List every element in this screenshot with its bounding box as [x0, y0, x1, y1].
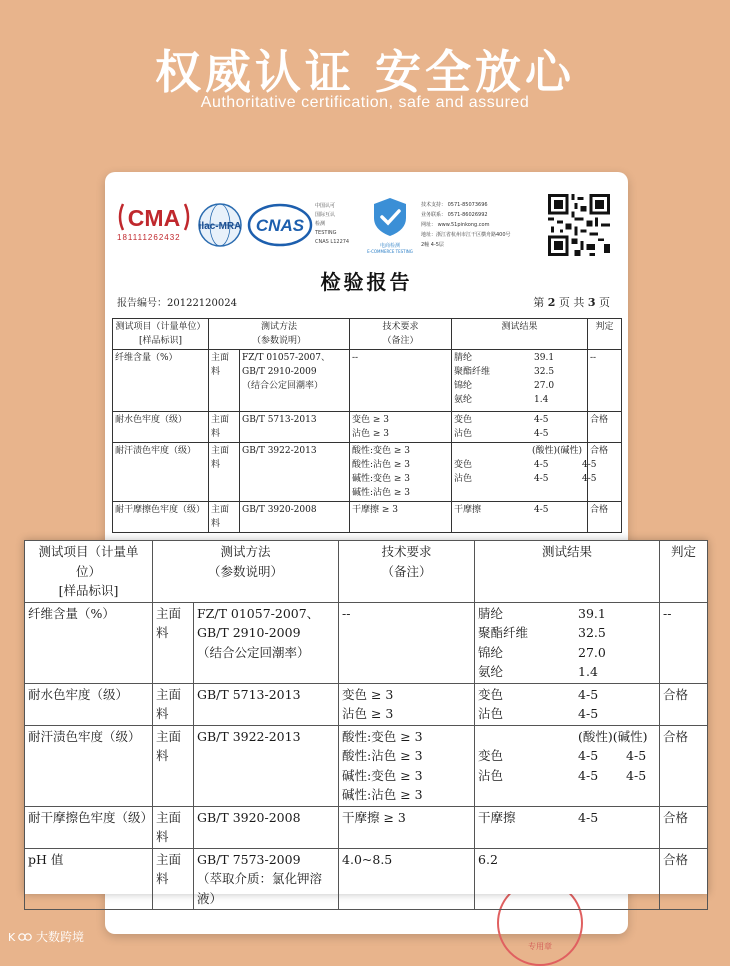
- table-row: [25, 806, 708, 848]
- cell-requirement: --: [339, 602, 475, 683]
- cell-part: 主面料: [209, 502, 240, 533]
- header-verdict: 判定: [588, 319, 622, 350]
- cell-requirement: 变色 ≥ 3 沾色 ≥ 3: [339, 683, 475, 725]
- page-total: 3: [587, 296, 596, 309]
- cell-item: 耐水色牢度（级）: [25, 683, 153, 725]
- cell-item: 耐干摩擦色牢度（级）: [25, 806, 153, 848]
- cell-part: 主面料: [153, 602, 194, 683]
- cell-result: 腈纶 39.1 聚酯纤维 32.5 锦纶 27.0 氨纶 1.4: [475, 602, 660, 683]
- cell-result: (酸性)(碱性) 变色 4-5 4-5 沾色 4-5 4-5: [475, 725, 660, 806]
- table-row: [25, 725, 708, 806]
- cell-verdict: 合格: [660, 725, 708, 806]
- contact-line: 技术支持： 0571-85073696: [421, 202, 488, 208]
- cell-item: 耐水色牢度（级）: [113, 412, 209, 443]
- cell-verdict: 合格: [660, 848, 708, 910]
- page-label: 页: [599, 296, 610, 309]
- cell-part: 主面料: [209, 443, 240, 502]
- cell-item: pH 值: [25, 848, 153, 910]
- header-item: 测试项目（计量单位） [样品标识]: [113, 319, 209, 350]
- cell-method: FZ/T 01057-2007、GB/T 2910-2009 （结合公定回潮率）: [194, 602, 339, 683]
- cell-item: 纤维含量（%）: [25, 602, 153, 683]
- header-requirement: 技术要求 （备注）: [339, 541, 475, 603]
- header-item: 测试项目（计量单位） [样品标识]: [25, 541, 153, 603]
- cell-requirement: 变色 ≥ 3 沾色 ≥ 3: [350, 412, 452, 443]
- watermark-text: 大数跨境: [36, 930, 85, 944]
- cell-verdict: --: [588, 350, 622, 412]
- cnas-ring-icon: [247, 202, 313, 248]
- ilac-globe-icon: [197, 202, 243, 248]
- headline: 权威认证 安全放心: [154, 45, 575, 99]
- cell-verdict: 合格: [588, 412, 622, 443]
- stamp-label: 专用章: [528, 942, 552, 951]
- cnas-accreditation-text: 中国认可 国际互认 检测 TESTING CNAS L12274: [315, 203, 350, 245]
- cell-requirement: 干摩擦 ≥ 3: [350, 502, 452, 533]
- cell-item: 耐汗渍色牢度（级）: [25, 725, 153, 806]
- page-label: 页 共: [558, 296, 585, 309]
- cell-verdict: 合格: [660, 683, 708, 725]
- header-method: 测试方法 （参数说明）: [153, 541, 339, 603]
- cell-requirement: 4.0~8.5: [339, 848, 475, 910]
- cell-part: 主面料: [209, 350, 240, 412]
- ilac-mra-logo: [197, 202, 243, 252]
- cell-part: 主面料: [153, 848, 194, 910]
- cell-part: 主面料: [153, 725, 194, 806]
- report-number: 报告编号：20122120024: [117, 298, 237, 309]
- page-indicator: [533, 294, 610, 310]
- svg-text:K: K: [8, 930, 16, 944]
- table-row: [25, 848, 708, 910]
- cell-item: 纤维含量（%）: [113, 350, 209, 412]
- table-row: [113, 412, 622, 443]
- page-label: 第: [533, 296, 545, 309]
- svg-text:CNAS: CNAS: [255, 216, 305, 235]
- ecommerce-caption-en: E-COMMERCE TESTING: [367, 249, 413, 254]
- contact-info: [421, 200, 549, 250]
- cell-part: 主面料: [153, 683, 194, 725]
- cell-requirement: 酸性:变色 ≥ 3 酸性:沾色 ≥ 3 碱性:变色 ≥ 3 碱性:沾色 ≥ 3: [350, 443, 452, 502]
- cell-result: 干摩擦 4-5: [452, 502, 588, 533]
- header-requirement: 技术要求 （备注）: [350, 319, 452, 350]
- header-result: 测试结果: [475, 541, 660, 603]
- cnas-logo: [247, 202, 313, 252]
- report-table-zoomed: [24, 540, 708, 910]
- cell-part: 主面料: [209, 412, 240, 443]
- contact-line: 2幢 4-5层: [421, 242, 444, 248]
- ecommerce-caption: 电商检测: [379, 243, 400, 249]
- contact-line: 业务联系： 0571-86026992: [421, 212, 488, 218]
- table-header-row: [113, 319, 622, 350]
- watermark: [8, 928, 84, 945]
- cell-verdict: --: [660, 602, 708, 683]
- cell-verdict: 合格: [660, 806, 708, 848]
- cma-mark-icon: [117, 202, 191, 232]
- contact-line: 网址： www.51pinkong.com: [421, 222, 490, 228]
- cell-method: GB/T 3920-2008: [240, 502, 350, 533]
- report-title: 检验报告: [320, 270, 413, 294]
- cell-result: (酸性)(碱性) 变色 4-5 4-5 沾色 4-5 4-5: [452, 443, 588, 502]
- watermark-logo-icon: [8, 930, 32, 944]
- header-verdict: 判定: [660, 541, 708, 603]
- svg-text:CMA: CMA: [127, 205, 181, 231]
- table-row: [113, 502, 622, 533]
- contact-line: 地址：浙江省杭州市江干区横舟路400号: [421, 232, 511, 238]
- cell-result: 变色 4-5 沾色 4-5: [475, 683, 660, 725]
- table-row: [25, 683, 708, 725]
- cell-result: 腈纶 39.1 聚酯纤维 32.5 锦纶 27.0 氨纶 1.4: [452, 350, 588, 412]
- table-row: [113, 443, 622, 502]
- cell-result: 干摩擦 4-5: [475, 806, 660, 848]
- cell-method: GB/T 5713-2013: [240, 412, 350, 443]
- cell-result: 变色 4-5 沾色 4-5: [452, 412, 588, 443]
- header-result: 测试结果: [452, 319, 588, 350]
- svg-text:ilac-MRA: ilac-MRA: [198, 221, 242, 232]
- cell-method: GB/T 3922-2013: [194, 725, 339, 806]
- zoomed-table-panel: [24, 540, 708, 906]
- cell-method: GB/T 3922-2013: [240, 443, 350, 502]
- cell-item: 耐干摩擦色牢度（级）: [113, 502, 209, 533]
- cma-code: 181111262432: [117, 233, 181, 242]
- cell-requirement: --: [350, 350, 452, 412]
- cell-method: GB/T 3920-2008: [194, 806, 339, 848]
- shield-check-icon: [370, 196, 410, 238]
- report-table-small: [112, 318, 622, 533]
- qr-code-icon: [548, 194, 610, 260]
- table-row: [25, 602, 708, 683]
- cell-method: GB/T 7573-2009 （萃取介质：氯化钾溶液）: [194, 848, 339, 910]
- cell-item: 耐汗渍色牢度（级）: [113, 443, 209, 502]
- table-row: [113, 350, 622, 412]
- cell-method: GB/T 5713-2013: [194, 683, 339, 725]
- cell-requirement: 干摩擦 ≥ 3: [339, 806, 475, 848]
- page-current: 2: [547, 296, 556, 309]
- cma-logo: [117, 202, 193, 242]
- subheadline: Authoritative certification, safe and assured: [200, 94, 530, 111]
- cell-verdict: 合格: [588, 443, 622, 502]
- cell-result: 6.2: [475, 848, 660, 910]
- header-method: 测试方法 （参数说明）: [209, 319, 350, 350]
- cell-requirement: 酸性:变色 ≥ 3 酸性:沾色 ≥ 3 碱性:变色 ≥ 3 碱性:沾色 ≥ 3: [339, 725, 475, 806]
- cell-part: 主面料: [153, 806, 194, 848]
- ecommerce-testing-logo: [360, 196, 420, 254]
- cell-method: FZ/T 01057-2007、GB/T 2910-2009 （结合公定回潮率）: [240, 350, 350, 412]
- table-header-row: [25, 541, 708, 603]
- cell-verdict: 合格: [588, 502, 622, 533]
